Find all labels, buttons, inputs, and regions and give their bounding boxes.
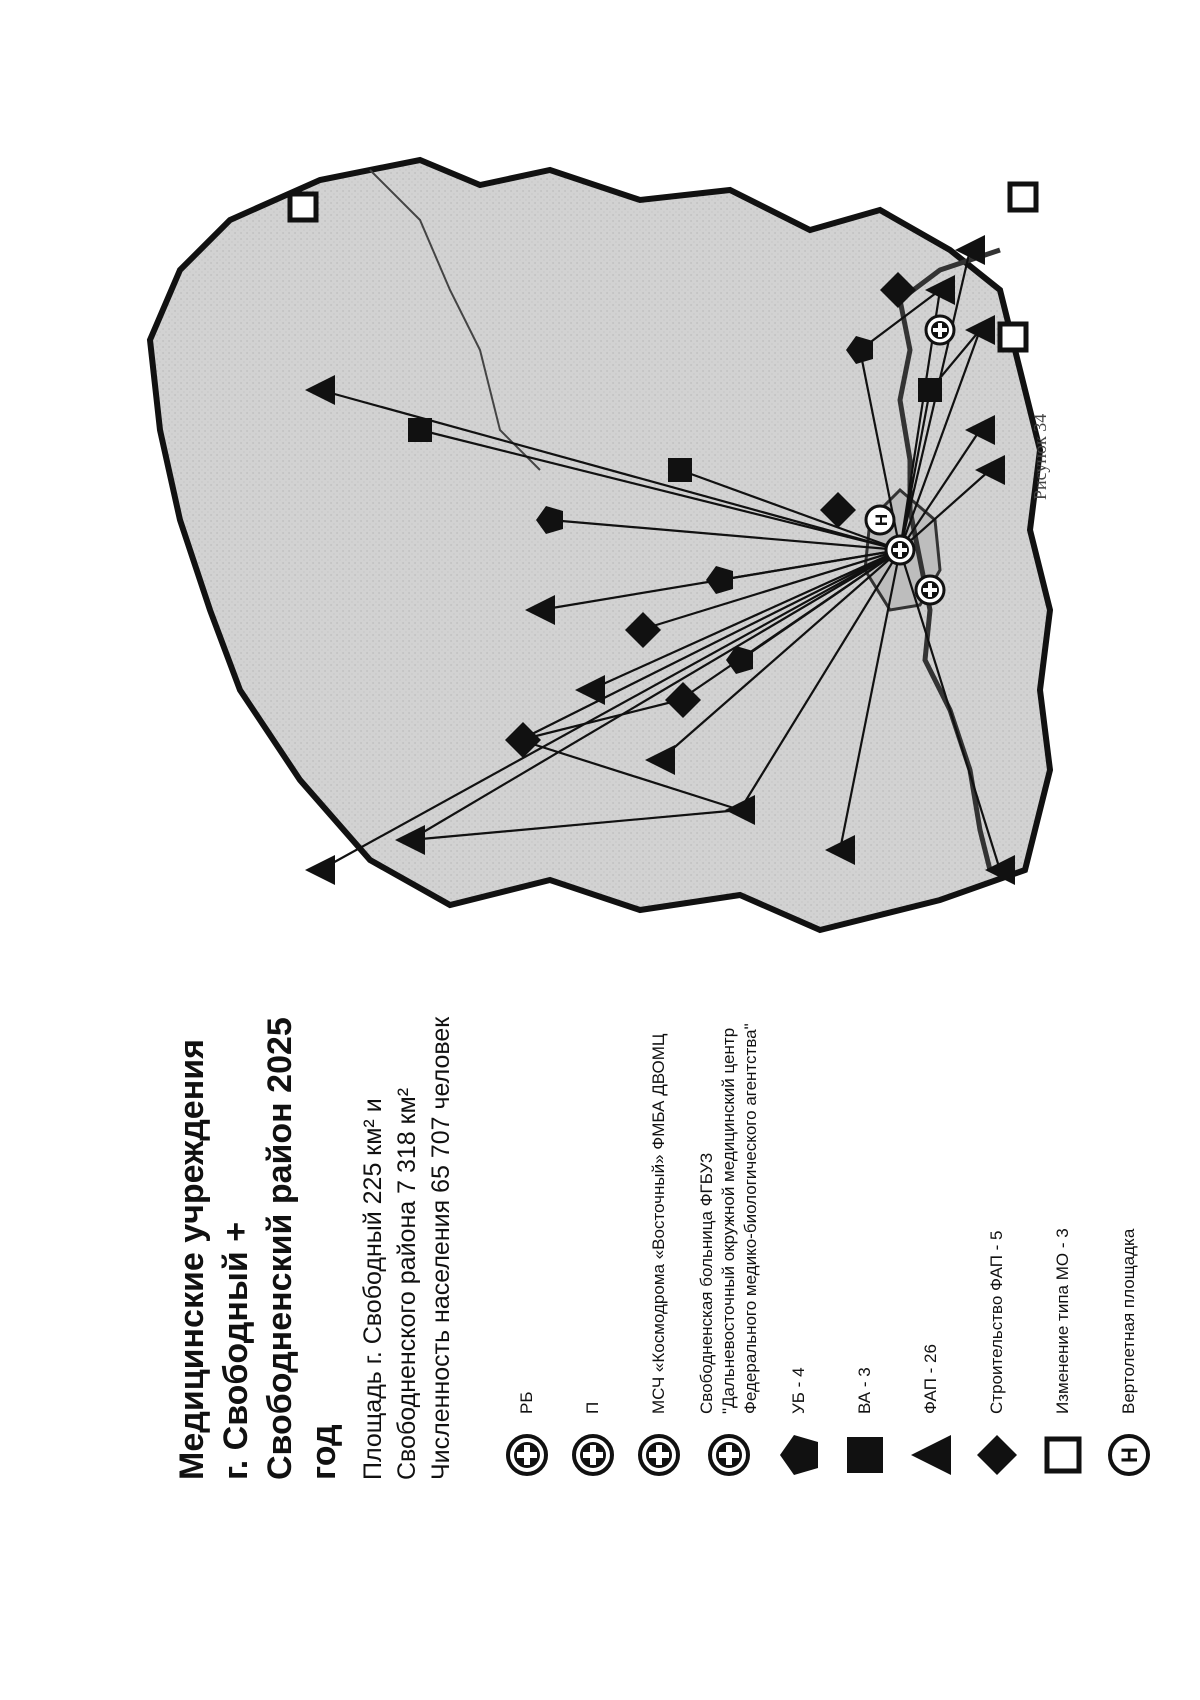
district-map: [120, 130, 1080, 990]
legend-item-ub: [770, 1010, 828, 1480]
helipad-marker: [866, 506, 894, 534]
diamond-icon: [972, 1430, 1022, 1480]
cross-circle-icon: [568, 1430, 618, 1480]
legend-item-helipad: [1100, 1010, 1158, 1480]
area-info: [356, 1010, 458, 1480]
legend-label: УБ - 4: [789, 1367, 808, 1414]
svg-text:H: H: [1117, 1447, 1142, 1463]
legend-label: П: [583, 1401, 602, 1414]
legend-label: ВА - 3: [855, 1367, 874, 1414]
va-marker: [408, 418, 432, 442]
helipad-icon: [1104, 1430, 1154, 1480]
legend: [498, 1010, 1158, 1480]
type-change-marker: [290, 194, 316, 220]
type-change-marker: [1010, 184, 1036, 210]
pentagon-icon: [774, 1430, 824, 1480]
hospital-marker: [916, 576, 944, 604]
figure-caption: Рисунок 34: [1030, 413, 1050, 500]
map-title: [170, 1010, 346, 1480]
square-icon: [840, 1430, 890, 1480]
legend-item-fap: [902, 1010, 960, 1480]
legend-label: МСЧ «Космодрома «Восточный» ФМБА ДВОМЦ: [649, 1033, 668, 1414]
hospital-marker: [926, 316, 954, 344]
va-marker: [918, 378, 942, 402]
legend-item-hospital: [696, 1010, 762, 1480]
legend-item-fap-construction: [968, 1010, 1026, 1480]
cross-circle-icon: [502, 1430, 552, 1480]
legend-item-type-change: [1034, 1010, 1092, 1480]
cross-circle-icon: [634, 1430, 684, 1480]
legend-item-msch: [630, 1010, 688, 1480]
cross-circle-icon: [704, 1430, 754, 1480]
svg-text:H: H: [872, 513, 891, 527]
legend-label: Строительство ФАП - 5: [987, 1230, 1006, 1414]
hospital-marker: [886, 536, 914, 564]
legend-item-va: [836, 1010, 894, 1480]
legend-label: Вертолетная площадка: [1119, 1228, 1138, 1414]
legend-panel: [170, 1010, 1142, 1480]
va-marker: [668, 458, 692, 482]
area-line-1: Площадь г. Свободный 225 км² и: [359, 1098, 387, 1480]
legend-label: Изменение типа МО - 3: [1053, 1228, 1072, 1414]
title-line-2: г. Свободный + Свободненский район 2025 год: [217, 1017, 343, 1480]
population-line: Численность населения 65 707 человек: [427, 1016, 455, 1480]
open-square-icon: [1038, 1430, 1088, 1480]
type-change-marker: [1000, 324, 1026, 350]
rotated-slide: [100, 110, 1142, 1550]
area-line-2: Свободненского района 7 318 км²: [393, 1087, 421, 1480]
legend-label: РБ: [517, 1391, 536, 1414]
triangle-icon: [906, 1430, 956, 1480]
legend-item-rb: [498, 1010, 556, 1480]
district-map-svg: [120, 130, 1080, 990]
title-line-1: Медицинские учреждения: [173, 1039, 211, 1480]
fap-marker: [305, 855, 335, 885]
legend-label: ФАП - 26: [921, 1344, 940, 1414]
legend-item-p: [564, 1010, 622, 1480]
legend-label: Свободненская больница ФГБУЗ "Дальневосточный окружной медицинский центр Федерального медико-биологического агентства": [697, 1023, 760, 1414]
